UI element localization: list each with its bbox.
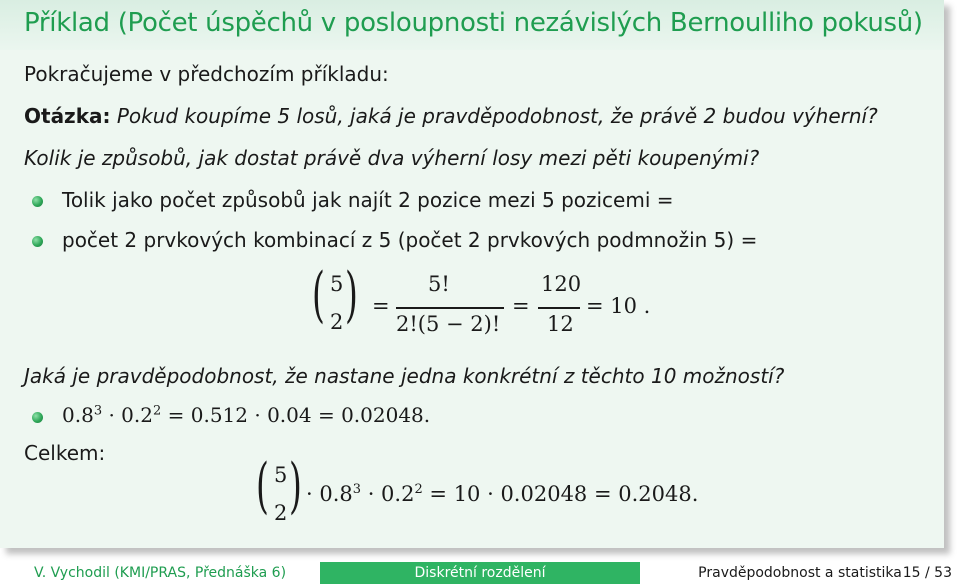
bullet-icon (32, 196, 43, 207)
equation2-body (306, 482, 698, 506)
bullet3-exp-b: 2 (152, 403, 162, 419)
footer (0, 562, 960, 584)
bullet3-term-a: 0.8 (62, 403, 94, 427)
eq2-exp-a: 3 (352, 482, 362, 497)
right-paren: ) (289, 451, 302, 521)
fraction2-numerator: 120 (541, 272, 582, 296)
equals-sign: = (512, 294, 530, 318)
footer-author: V. Vychodil (KMI/PRAS, Přednáška 6) (0, 562, 320, 584)
fraction2-bar (538, 307, 580, 309)
eq2-rest: = 10 · 0.02048 = 0.2048. (422, 482, 699, 506)
fraction2-denominator: 12 (547, 312, 574, 336)
bullet3-term-b: · 0.2 (102, 403, 153, 427)
footer-course (640, 562, 960, 584)
fraction1-denominator: 2!(5 − 2)! (396, 312, 501, 336)
eq2-term-b: · 0.2 (361, 482, 415, 506)
bullet3-exp-a: 3 (93, 403, 103, 419)
continue-text: Pokračujeme v předchozím příkladu: (24, 62, 389, 86)
footer-page-number: 15 / 53 (902, 565, 952, 581)
equation1-result: = 10 . (586, 294, 651, 318)
bullet-2: počet 2 prvkových kombinací z 5 (počet 2 prvkových podmnožin 5) = (62, 228, 758, 252)
left-paren: ( (312, 260, 325, 330)
total-label: Celkem: (24, 441, 106, 465)
question-2: Jaká je pravděpodobnost, že nastane jedna konkrétní z těchto 10 možností? (24, 364, 785, 388)
eq2-exp-b: 2 (414, 482, 423, 497)
question-label: Otázka: (24, 104, 111, 128)
question-text: Pokud koupíme 5 losů, jaká je pravděpodobnost, že právě 2 budou výherní? (116, 104, 878, 128)
binom-top: 5 (274, 463, 288, 487)
bullet-3 (62, 403, 430, 427)
equals-sign: = (372, 294, 390, 318)
fraction1-bar (396, 307, 504, 309)
bullet-icon (32, 236, 43, 247)
title-bar (0, 0, 944, 50)
left-paren: ( (256, 451, 269, 521)
fraction1-numerator: 5! (428, 272, 450, 296)
eq2-term-a: · 0.8 (306, 482, 353, 506)
binom-top: 5 (330, 272, 344, 296)
bullet-1: Tolik jako počet způsobů jak najít 2 pozice mezi 5 pozicemi = (62, 188, 674, 212)
question-line (24, 104, 878, 128)
binom-bottom: 2 (330, 310, 344, 334)
bullet-icon (32, 412, 43, 423)
sub-question: Kolik je způsobů, jak dostat právě dva výherní losy mezi pěti koupenými? (24, 146, 760, 170)
footer-course-title: Pravděpodobnost a statistika (698, 565, 902, 581)
right-paren: ) (345, 260, 358, 330)
binom-bottom: 2 (274, 501, 288, 525)
footer-section: Diskrétní rozdělení (320, 562, 640, 584)
slide-title: Příklad (Počet úspěchů v posloupnosti nezávislých Bernoulliho pokusů) (24, 8, 923, 38)
bullet3-rest: = 0.512 · 0.04 = 0.02048. (161, 403, 431, 427)
slide-body (0, 50, 944, 548)
